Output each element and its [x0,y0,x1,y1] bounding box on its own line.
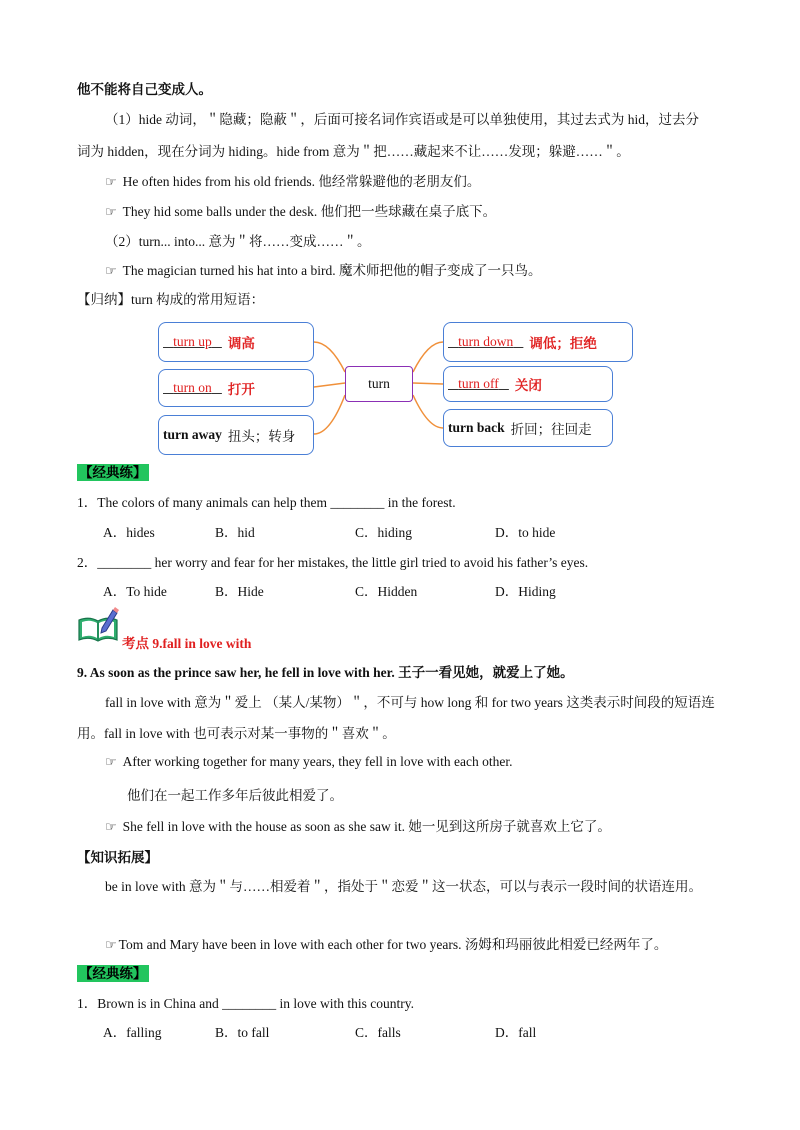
turn-back-phrase: turn back [448,420,505,435]
note-hide-line1: （1）hide 动词，＂隐藏；隐蔽＂，后面可接名词作宾语或是可以单独使用，其过去式为 hid，过去分 [105,112,699,127]
mindmap-turn-down [443,322,633,362]
q1-option-d: D．to hide [495,525,556,540]
example-6-text: Tom and Mary have been in love with each other for two years. 汤姆和玛丽彼此相爱已经两年了。 [118,937,668,952]
question-1: 1．The colors of many animals can help them ________ in the forest. [77,495,456,510]
turn-up-meaning: 调高 [227,336,255,351]
pointing-hand-icon: ☞ [105,820,117,835]
practice-tag-label: 【经典练】 [79,966,147,981]
turn-off-meaning: 关闭 [514,378,542,393]
example-4-translation: 他们在一起工作多年后彼此相爱了。 [127,788,343,803]
extension-label: 【知识拓展】 [77,850,158,865]
mindmap-center [345,366,413,402]
example-3-text: The magician turned his hat into a bird. 魔术师把他的帽子变成了一只鸟。 [122,263,542,278]
extension-line: be in love with 意为＂与……相爱着＂，指处于＂恋爱＂这一状态，可以与表示一段时间的状语连用。 [105,879,702,894]
example-6 [105,933,667,953]
example-5 [105,815,611,835]
practice-tag-2 [77,962,149,982]
q3-option-c: C．falls [355,1025,401,1040]
q3-option-d: D．fall [495,1025,537,1040]
intro-line: 他不能将自己变成人。 [77,82,212,97]
turn-up-phrase: turn up [173,334,212,349]
q2-option-b: B．Hide [215,584,264,599]
turn-on-phrase: turn on [173,380,212,395]
turn-on-meaning: 打开 [227,382,255,397]
q1-option-c: C．hiding [355,525,413,540]
example-2-text: They hid some balls under the desk. 他们把一些球藏在桌子底下。 [122,204,497,219]
pointing-hand-icon: ☞ [105,938,117,953]
q1-option-a: A．hides [103,525,155,540]
example-1-text: He often hides from his old friends. 他经常躲避他的老朋友们。 [122,174,481,189]
pointing-hand-icon: ☞ [105,264,117,279]
note-hide-line2: 词为 hidden，现在分词为 hiding。hide from 意为＂把……藏起来不让……发现；躲避……＂。 [77,144,630,159]
mindmap-turn-off [443,366,613,402]
pointing-hand-icon: ☞ [105,205,117,220]
example-5-text: She fell in love with the house as soon as she saw it. 她一见到这所房子就喜欢上它了。 [122,819,611,834]
q1-option-b: B．hid [215,525,255,540]
turn-off-phrase: turn off [458,376,499,391]
fall-note-line1: fall in love with 意为＂爱上 （某人/某物）＂，不可与 how long 和 for two years 这类表示时间段的短语连 [105,695,715,710]
q3-option-a: A．falling [103,1025,162,1040]
practice-tag-1 [77,461,149,481]
q2-option-c: C．Hidden [355,584,418,599]
sentence-9: 9. As soon as the prince saw her, he fell in love with her. 王子一看见她，就爱上了她。 [77,665,574,680]
q2-option-a: A．To hide [103,584,167,599]
q2-option-d: D．Hiding [495,584,556,599]
q3-option-b: B．to fall [215,1025,270,1040]
pointing-hand-icon: ☞ [105,175,117,190]
practice-tag-label: 【经典练】 [79,465,147,480]
mindmap-center-label: turn [368,376,390,391]
turn-down-meaning: 调低；拒绝 [529,336,597,351]
mindmap-turn-on [158,369,314,407]
mindmap-turn-away [158,415,314,455]
book-pencil-icon [76,606,122,646]
question-3: 1．Brown is in China and ________ in love with this country. [77,996,414,1011]
question-2: 2．________ her worry and fear for her mistakes, the little girl tried to avoid his father’s eyes. [77,555,589,570]
turn-back-meaning: 折回；往回走 [510,422,592,437]
note-turn-into: （2）turn... into... 意为＂将……变成……＂。 [105,234,371,249]
example-4 [105,754,513,770]
turn-away-phrase: turn away [163,427,222,442]
turn-away-meaning: 扭头；转身 [227,429,296,444]
fall-note-line2: 用。fall in love with 也可表示对某一事物的＂喜欢＂。 [77,726,396,741]
mindmap-turn-back [443,409,613,447]
example-4-text: After working together for many years, they fell in love with each other. [122,754,513,769]
turn-down-phrase: turn down [458,334,514,349]
mindmap-turn-up [158,322,314,362]
summary-label: 【归纳】turn 构成的常用短语： [77,292,265,307]
pointing-hand-icon: ☞ [105,755,117,770]
point-title: 考点 9.fall in love with [122,636,252,651]
